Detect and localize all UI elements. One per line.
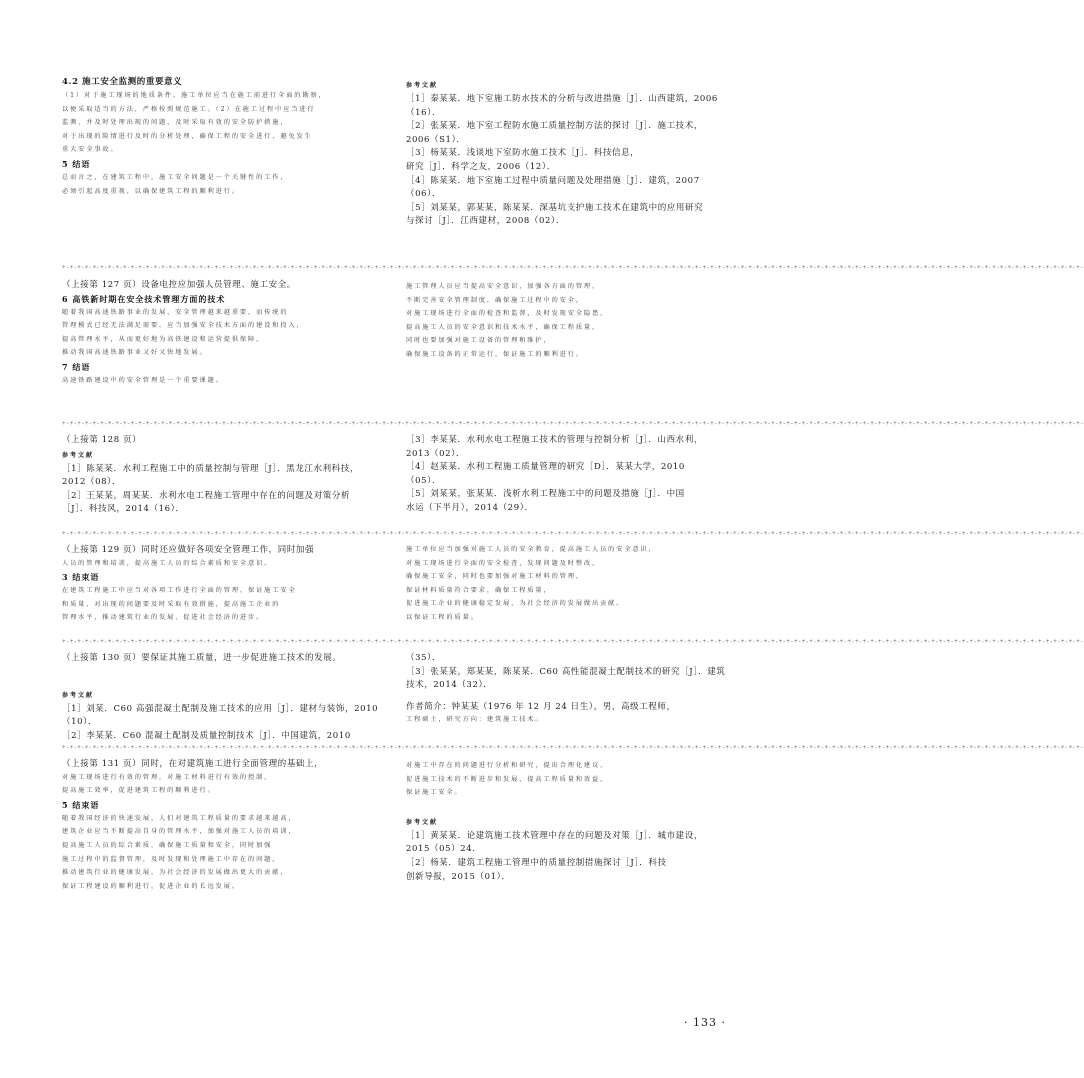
reference-line: 2006（S1）． [406,134,466,145]
reference-line: （05）． [406,475,442,486]
paragraph-line: 确保施工设备的正常运行，保证施工的顺利进行。 [406,350,584,358]
references-title: 参考文献 [406,82,439,89]
continuation-line: （上接第 131 页）同时，在对建筑施工进行全面管理的基础上， [62,759,324,769]
reference-line: ［2］张某某．地下室工程防水施工质量控制方法的探讨［J］．施工技术， [406,121,703,132]
continuation-line: （上接第 129 页）同时还应做好各项安全管理工作，同时加强 [62,545,315,555]
reference-line: （06）． [406,189,442,200]
paragraph-line: 促进施工企业的健康稳定发展，为社会经济的发展做出贡献。 [406,600,625,608]
reference-line: 创新导报，2015（01）． [406,871,511,882]
paragraph-line: 对施工中存在的问题进行分析和研究，提出合理化建议， [406,762,609,769]
section-divider: +-+-+-+-+-+-+-+-+-+-+-+-+-+-+-+-+-+-+-+-+-+-+-+-+-+-+-+-+-+-+-+-+-+-+-+-+-+-+-+-+-+-+-+-+-+-+-+-+-+-+-+-+-+-+-+-+-+-+-+-+-+-+-+-+-+-+-+-+-+-+-+-+-+-+-+-+-+-+-+-+-+-+-+-+-+-+-+-+-+-+-+-+-+-+-+-+-+-+-+-+-+-+-+-+-+-+-+-+-+-+-+-+-+-+-+-+-+-+-+-+-+-+-+-+-+-+-+-+-+-+-+-+-+- [62,638,1084,645]
reference-line: ［4］陈某某．地下室施工过程中质量问题及处理措施［J］．建筑，2007 [406,175,700,186]
reference-line: ［1］陈某某．水利工程施工中的质量控制与管理［J］．黑龙江水利科技， [62,463,359,474]
paragraph-line: 人员的管理和培训，提高施工人员的综合素质和安全意识。 [62,559,273,567]
paragraph-line: 监测，并及时处理出现的问题，及时采取有效的安全防护措施， [62,119,289,127]
continuation-line: （上接第 130 页）要保证其施工质量，进一步促进施工技术的发展。 [62,653,342,663]
paragraph-line: 提高管理水平，从而更好地为高铁建设和运营提供保障， [62,335,265,343]
reference-line: 2015（05）24． [406,844,482,855]
reference-line: （16）． [406,107,442,118]
reference-line: 与探讨［J］．江西建材，2008（02）． [406,216,565,227]
paragraph-line: 必须引起高度重视，以确保建筑工程的顺利进行。 [62,187,240,195]
reference-line: 研究［J］．科学之友，2006（12）． [406,161,556,172]
paragraph-line: 高速铁路建设中的安全管理是一个重要课题。 [62,376,224,384]
reference-line: ［5］刘某某，郭某某，陈某某．深基坑支护施工技术在建筑中的应用研究 [406,202,704,213]
page-number: · 133 · [684,1016,726,1029]
paragraph-line: 在建筑工程施工中应当对各项工作进行全面的管理，保证施工安全 [62,587,297,595]
reference-line: ［4］赵某某．水利工程施工质量管理的研究［D］．某某大学，2010 [406,462,685,473]
section-3-left [62,436,392,519]
paragraph-line: 以便采取适当的方法，严格按照规范施工。（2）在施工过程中应当进行 [62,105,316,113]
section-6-right [406,762,728,886]
reference-line: （10）． [62,717,98,728]
section-divider: +-+-+-+-+-+-+-+-+-+-+-+-+-+-+-+-+-+-+-+-+-+-+-+-+-+-+-+-+-+-+-+-+-+-+-+-+-+-+-+-+-+-+-+-+-+-+-+-+-+-+-+-+-+-+-+-+-+-+-+-+-+-+-+-+-+-+-+-+-+-+-+-+-+-+-+-+-+-+-+-+-+-+-+-+-+-+-+-+-+-+-+-+-+-+-+-+-+-+-+-+-+-+-+-+-+-+-+-+-+-+-+-+-+-+-+-+-+-+-+-+-+-+-+-+-+-+-+-+-+-+-+-+-+- [62,420,1084,427]
author-bio-line: 工程硕士，研究方向：建筑施工技术。 [406,716,544,724]
paragraph-line: 施工管理人员应当提高安全意识，加强各方面的管理， [406,283,601,290]
reference-line: ［1］黄某某．论建筑施工技术管理中存在的问题及对策［J］．城市建设， [406,830,703,841]
paragraph-line: 重大安全事故。 [62,146,119,154]
reference-line: ［1］秦某某．地下室施工防水技术的分析与改进措施［J］．山西建筑，2006 [406,94,718,104]
paragraph-line: 提高施工人员的安全意识和技术水平，确保工程质量， [406,323,601,331]
section-3-right [406,436,728,518]
spacer [62,668,392,690]
reference-line: ［2］杨某．建筑工程施工管理中的质量控制措施探讨［J］．科技 [406,857,667,868]
section-5-right [406,654,728,730]
spacer [406,803,728,817]
section-1-left [62,76,392,201]
reference-line: 技术，2014（32）． [406,680,493,691]
paragraph-line: 提高施工人员的综合素质，确保施工质量和安全，同时加强 [62,841,273,849]
section-6-left [62,760,392,896]
paragraph-line: 同时也要加强对施工设备的管理和维护， [406,337,552,345]
paragraph-line: 施工单位应当加强对施工人员的安全教育，提高施工人员的安全意识， [406,546,657,553]
section-heading: 3 结束语 [62,572,100,583]
paragraph-line: 保证施工安全。 [406,789,463,797]
paragraph-line: 管理模式已经无法满足需要，应当加强安全技术方面的建设和投入， [62,322,305,330]
paragraph-line: 施工过程中的监督管理，及时发现和处理施工中存在的问题， [62,855,281,863]
section-heading: 6 高铁新时期在安全技术管理方面的技术 [62,293,226,304]
reference-line: 2013（02）． [406,448,466,459]
paragraph-line: 总而言之，在建筑工程中，施工安全问题是一个关键性的工作， [62,173,289,181]
references-title: 参考文献 [406,818,439,826]
paragraph-line: 推动建筑行业的健康发展，为社会经济的发展做出更大的贡献， [62,869,289,877]
section-heading: 5 结束语 [62,799,100,810]
paragraph-line: 随着我国经济的快速发展，人们对建筑工程质量的要求越来越高， [62,814,297,822]
paragraph-line: 对施工现场进行有效的管理，对施工材料进行有效的控制， [62,773,273,781]
paragraph-line: 对施工现场进行全面的安全检查，发现问题及时整改， [406,559,601,567]
paragraph-line: 保证工程建设的顺利进行，促进企业的长远发展。 [62,882,240,890]
paragraph-line: 对施工现场进行全面的检查和监督，及时发现安全隐患， [406,310,609,318]
paragraph-line: 不断完善安全管理制度，确保施工过程中的安全， [406,296,584,304]
reference-line: ［2］李某某．C60 混凝土配制及质量控制技术［J］．中国建筑，2010 [62,730,351,741]
reference-line: ［5］刘某某，张某某．浅析水利工程施工中的问题及措施［J］．中国 [406,489,685,500]
section-4-left [62,546,392,628]
section-heading: 7 结语 [62,361,91,372]
paragraph-line: 和质量，对出现的问题要及时采取有效措施，提高施工企业的 [62,600,281,608]
paragraph-line: 随着我国高速铁路事业的发展，安全管理越来越重要，而传统的 [62,308,289,316]
continuation-line: （上接第 127 页）设备电控应加强人员管理、施工安全。 [62,280,296,290]
paragraph-line: 以保证工程的质量。 [406,613,479,621]
section-divider: +-+-+-+-+-+-+-+-+-+-+-+-+-+-+-+-+-+-+-+-+-+-+-+-+-+-+-+-+-+-+-+-+-+-+-+-+-+-+-+-+-+-+-+-+-+-+-+-+-+-+-+-+-+-+-+-+-+-+-+-+-+-+-+-+-+-+-+-+-+-+-+-+-+-+-+-+-+-+-+-+-+-+-+-+-+-+-+-+-+-+-+-+-+-+-+-+-+-+-+-+-+-+-+-+-+-+-+-+-+-+-+-+-+-+-+-+-+-+-+-+-+-+-+-+-+-+-+-+-+-+-+-+-+- [62,264,1084,271]
section-divider: +-+-+-+-+-+-+-+-+-+-+-+-+-+-+-+-+-+-+-+-+-+-+-+-+-+-+-+-+-+-+-+-+-+-+-+-+-+-+-+-+-+-+-+-+-+-+-+-+-+-+-+-+-+-+-+-+-+-+-+-+-+-+-+-+-+-+-+-+-+-+-+-+-+-+-+-+-+-+-+-+-+-+-+-+-+-+-+-+-+-+-+-+-+-+-+-+-+-+-+-+-+-+-+-+-+-+-+-+-+-+-+-+-+-+-+-+-+-+-+-+-+-+-+-+-+-+-+-+-+-+-+-+-+- [62,530,1084,537]
paragraph-line: 提高施工效率，促进建筑工程的顺利进行。 [62,787,216,795]
paragraph-line: 确保施工安全，同时也要加强对施工材料的管理， [406,573,584,581]
continuation-line: （上接第 128 页） [62,435,142,445]
reference-line: 2012（08）． [62,477,122,488]
references-title: 参考文献 [62,691,95,699]
paragraph-line: （1）对于施工现场的地质条件，施工单位应当在施工前进行全面的勘察， [62,92,327,99]
reference-line: （35）． [406,653,442,663]
section-4-right [406,546,728,628]
paragraph-line: 保证材料质量符合要求，确保工程质量， [406,586,552,594]
reference-line: ［3］张某某，郑某某，陈某某．C60 高性能混凝土配制技术的研究［J］．建筑 [406,666,726,677]
paragraph-line: 对于出现的险情进行及时的分析处理，确保工程的安全进行，避免发生 [62,132,313,140]
reference-line: ［J］．科技风，2014（16）． [62,504,185,515]
section-heading: 5 结语 [62,158,91,169]
paragraph-line: 推动我国高速铁路事业又好又快地发展。 [62,349,208,357]
reference-line: ［3］杨某某．浅谈地下室防水施工技术［J］．科技信息， [406,148,640,159]
section-divider: +-+-+-+-+-+-+-+-+-+-+-+-+-+-+-+-+-+-+-+-+-+-+-+-+-+-+-+-+-+-+-+-+-+-+-+-+-+-+-+-+-+-+-+-+-+-+-+-+-+-+-+-+-+-+-+-+-+-+-+-+-+-+-+-+-+-+-+-+-+-+-+-+-+-+-+-+-+-+-+-+-+-+-+-+-+-+-+-+-+-+-+-+-+-+-+-+-+-+-+-+-+-+-+-+-+-+-+-+-+-+-+-+-+-+-+-+-+-+-+-+-+-+-+-+-+-+-+-+-+-+-+-+-+- [62,744,1084,751]
paragraph-line: 建筑企业应当不断提高自身的管理水平，加强对施工人员的培训， [62,828,297,836]
section-2-left [62,281,392,391]
reference-line: ［1］刘某．C60 高强混凝土配制及施工技术的应用［J］．建材与装饰，2010 [62,703,379,714]
section-heading: 4.2 施工安全监测的重要意义 [62,77,183,87]
paragraph-line: 管理水平，推动建筑行业的发展，促进社会经济的进步。 [62,614,265,622]
author-bio-line: 作者简介：钟某某（1976 年 12 月 24 日生），男，高级工程师， [406,701,676,712]
section-2-right [406,283,728,365]
references-title: 参考文献 [62,451,95,459]
section-5-left [62,654,392,745]
paragraph-line: 促进施工技术的不断进步和发展，提高工程质量和效益， [406,775,609,783]
reference-line: 水运（下半月），2014（29）． [406,502,534,513]
reference-line: ［3］李某某．水利水电工程施工技术的管理与控制分析［J］．山西水利， [406,435,703,445]
reference-line: ［2］王某某，周某某．水利水电工程施工管理中存在的问题及对策分析 [62,490,351,501]
section-1-references [406,80,728,231]
